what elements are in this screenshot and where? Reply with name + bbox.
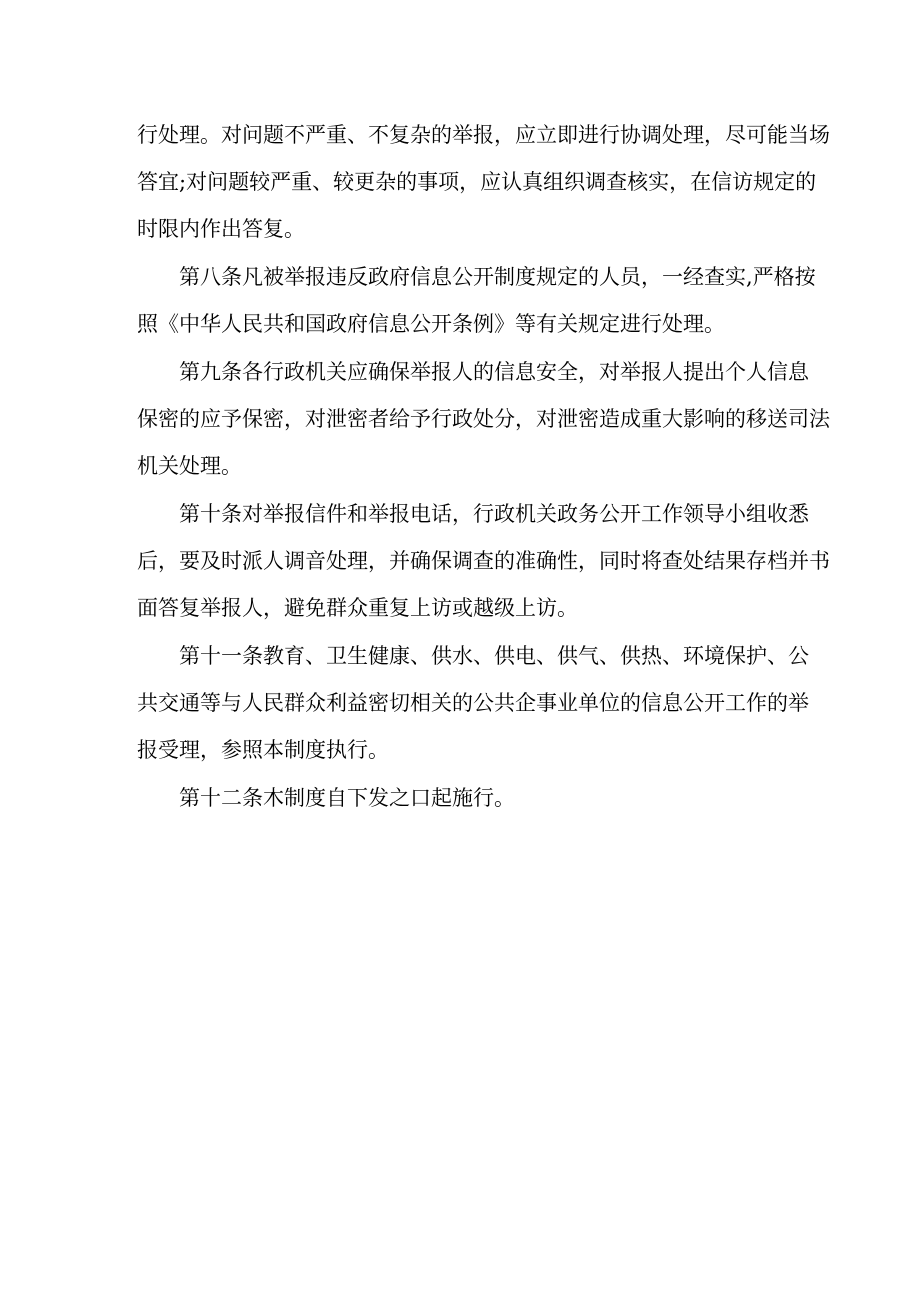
paragraph-article-12 (137, 775, 789, 822)
text-line: 机关处理。 (137, 454, 242, 478)
text-line: 第十一条教育、卫生健康、供水、供电、供气、供热、环境保护、公 (179, 644, 809, 668)
text-line: 后，要及时派人调音处理，并确保调查的准确性，同时将查处结果存档并书 (137, 549, 830, 573)
paragraph-article-11 (137, 633, 809, 774)
paragraph-continuation (137, 112, 830, 253)
text-line: 时限内作出答复。 (137, 217, 305, 241)
document-body (137, 112, 830, 823)
paragraph-article-9 (137, 349, 830, 490)
text-line: 报受理，参照本制度执行。 (137, 738, 389, 762)
text-line: 第十条对举报信件和举报电话，行政机关政务公开工作领导小组收悉 (179, 502, 809, 526)
text-line: 照《中华人民共和国政府信息公开条例》等有关规定进行处理。 (137, 312, 725, 336)
text-line: 第九条各行政机关应确保举报人的信息安全，对举报人提出个人信息 (179, 360, 809, 384)
text-line: 行处理。对问题不严重、不复杂的举报，应立即进行协调处理，尽可能当场 (137, 123, 830, 147)
text-line: 答宜;对问题较严重、较更杂的事项，应认真组织调查核实，在信访规定的 (137, 170, 817, 194)
text-line: 面答复举报人，避免群众重复上访或越级上访。 (137, 596, 578, 620)
text-line: 第八条凡被举报违反政府信息公开制度规定的人员，一经查实,严格按 (179, 265, 816, 289)
text-line: 共交通等与人民群众利益密切相关的公共企事业单位的信息公开工作的举 (137, 691, 809, 715)
text-line: 第十二条木制度自下发之口起施行。 (179, 786, 515, 810)
paragraph-article-10 (137, 491, 830, 632)
paragraph-article-8 (137, 254, 816, 348)
text-line: 保密的应予保密，对泄密者给予行政处分，对泄密造成重大影响的移送司法 (137, 407, 830, 431)
